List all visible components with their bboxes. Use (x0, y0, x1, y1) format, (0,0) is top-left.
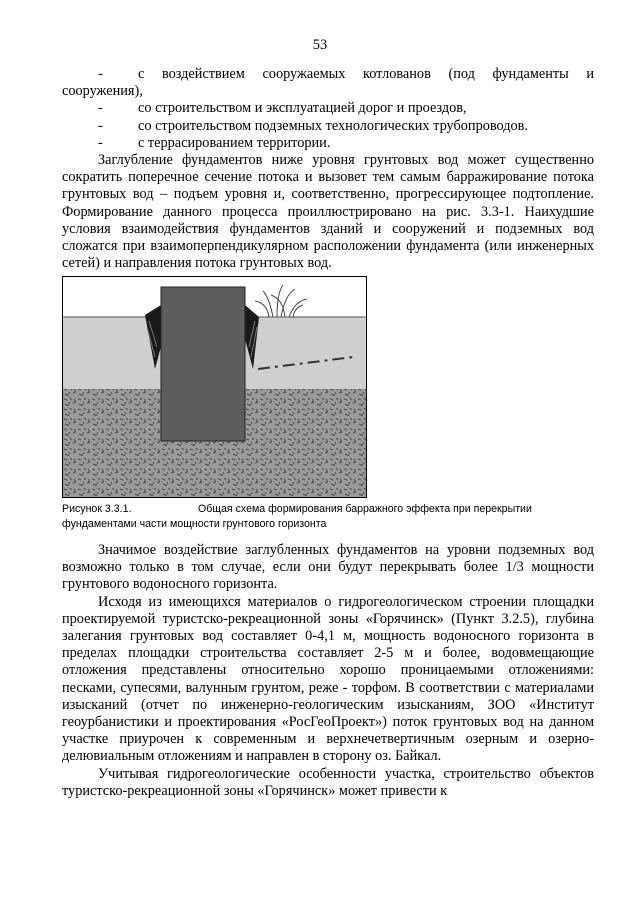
list-dash: - (98, 100, 103, 117)
bullet-list (62, 66, 594, 272)
paragraph: Учитывая гидрогеологические особенности участка, строительство объектов туристско-рекреационной зоны «Горячинск» может привести к (62, 765, 594, 799)
caption-number: Рисунок 3.3.1. (62, 503, 132, 515)
paragraph: Заглубление фундаментов ниже уровня грунтовых вод может существенно сократить поперечное сечение потока и вызовет тем самым барражирование потока грунтовых вод – подъем уровня и, соответственно, прогрессирующее подтопление. Формирование данного процесса проиллюстрировано на рис. 3.3-1. Наихудшие условия взаимодействия фундаментов зданий и сооружений и подземных вод сложатся при взаимоперпендикулярном расположении фундамента (или инженерных сетей) и направления потока грунтовых вод. (62, 152, 594, 272)
list-item-text: со строительством и эксплуатацией дорог и проездов, (138, 100, 467, 117)
paragraph: Исходя из имеющихся материалов о гидрогеологическом строении площадки проектируемой туристско-рекреационной зоны «Горячинск» (Пункт 3.2.5), глубина залегания грунтовых вод составляет 0-4,1 м, мощность водоносного горизонта в пределах площадки строительства составляет 2-5 м и более, водовмещающие отложения представлены относительно хорошо проницаемыми отложениями: песками, супесями, валунным грунтом, реже - торфом. В соответствии с материалами изысканий (отчет по инженерно-геологическим изысканиям, ЗОО «Институт геоурбанистики и проектирования «РосГеоПроект») поток грунтовых вод на данном участке приурочен к современным и верхнечетвертичным озерным и озерно-делювиальным отложениям и направлен в сторону оз. Байкал. (62, 593, 594, 765)
list-dash: - (98, 66, 103, 82)
list-item (62, 66, 594, 100)
list-item-text: с террасированием территории. (138, 134, 331, 151)
list-item (62, 100, 594, 117)
list-item (62, 135, 594, 152)
list-dash: - (98, 117, 103, 134)
caption-text: Общая схема формирования барражного эффекта при перекрытии фундаментами части мощности грунтового горизонта (62, 503, 532, 530)
list-item-text: с воздействием сооружаемых котлованов (под фундаменты и сооружения), (62, 66, 594, 100)
paragraph: Значимое воздействие заглубленных фундаментов на уровни подземных вод возможно только в том случае, если они будут перекрывать более 1/3 мощности грунтового водоносного горизонта. (62, 542, 594, 593)
list-item-text: со строительством подземных технологических трубопроводов. (138, 117, 529, 134)
grass-tuft (255, 285, 307, 317)
figure-caption (62, 502, 602, 531)
page-number: 53 (312, 37, 328, 53)
foundation-block (161, 287, 245, 441)
list-item (62, 118, 594, 135)
figure-barrage-diagram (62, 276, 367, 498)
diagram-svg (63, 277, 366, 497)
list-dash: - (98, 134, 103, 151)
body-text (62, 542, 594, 800)
